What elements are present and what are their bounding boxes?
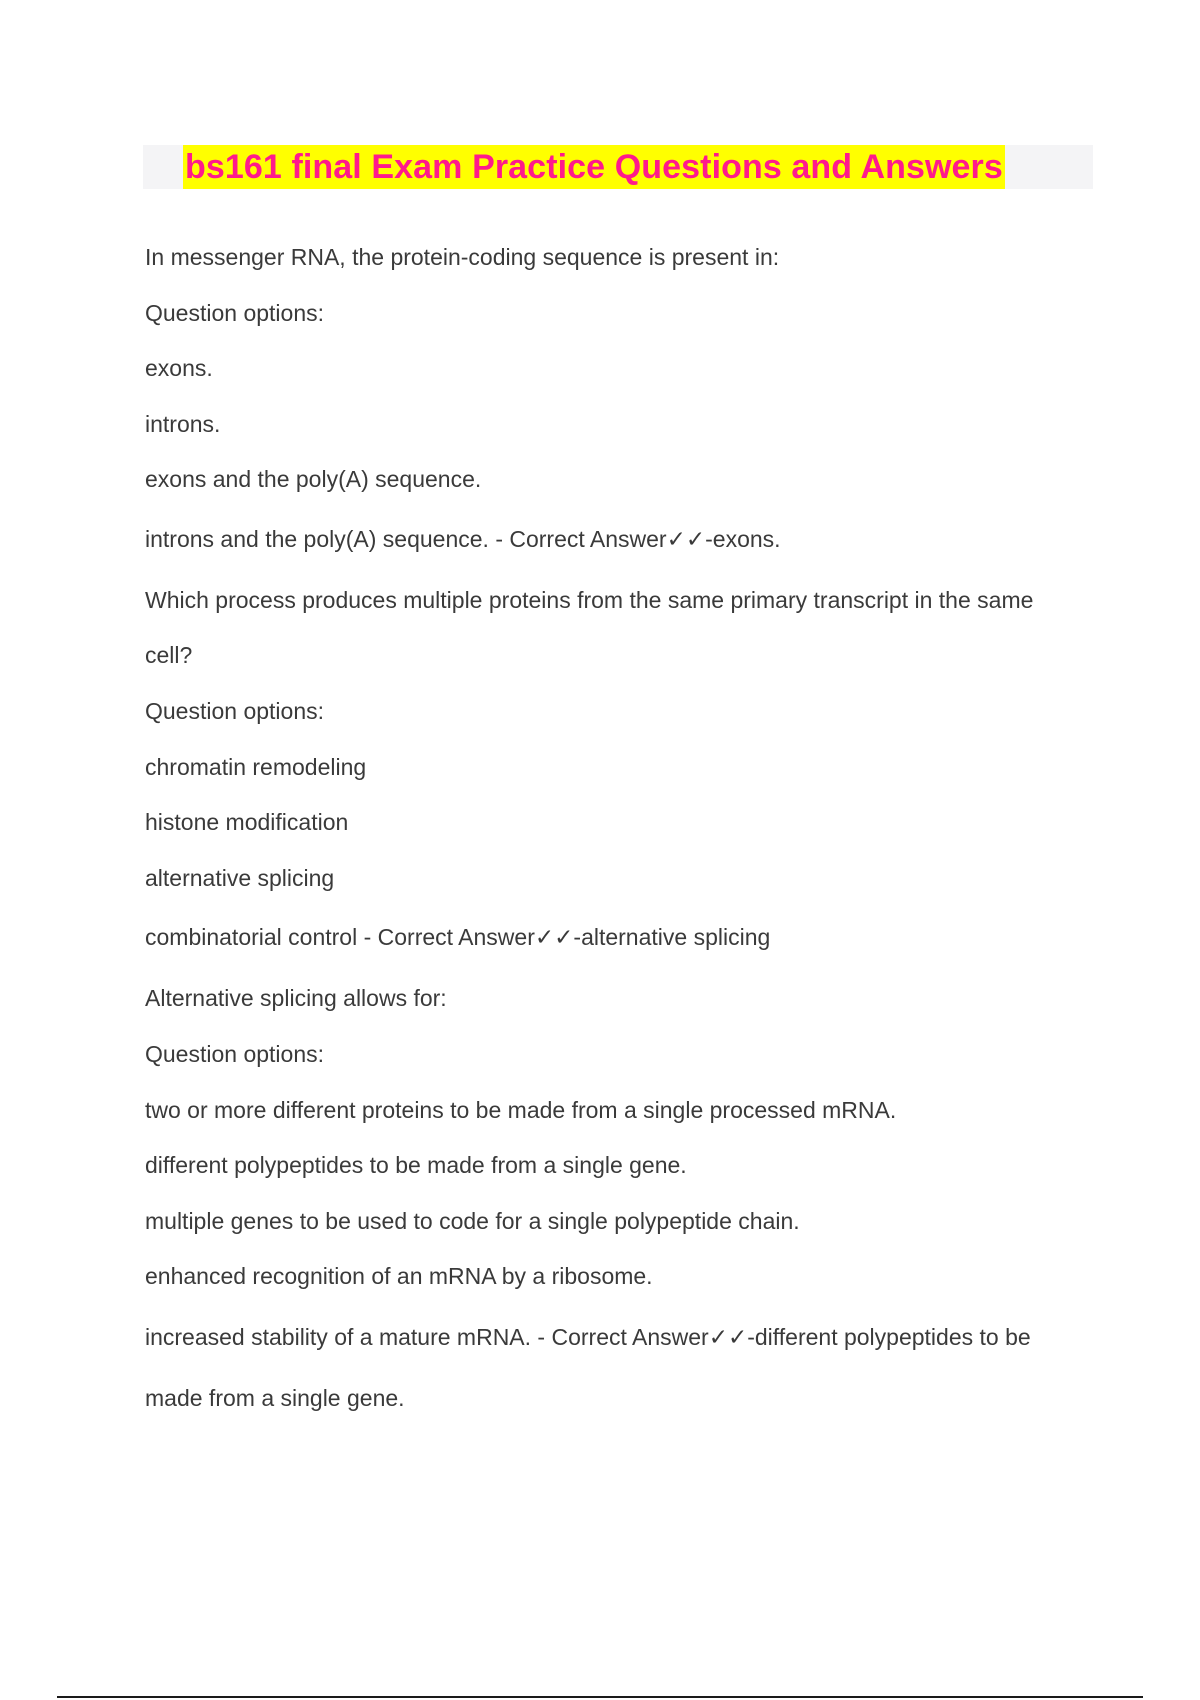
question-text: Which process produces multiple proteins from the same primary transcript in the same [145, 587, 1034, 613]
answer-option-with-correct-answer: combinatorial control - Correct Answer✓✓-alternative splicing [145, 924, 771, 950]
options-label: Question options: [145, 1041, 325, 1067]
answer-option: histone modification [145, 809, 349, 835]
answer-option: enhanced recognition of an mRNA by a ribosome. [145, 1263, 653, 1289]
answer-option: exons. [145, 355, 213, 381]
question-text-continued: cell? [145, 642, 193, 668]
answer-option: chromatin remodeling [145, 754, 367, 780]
answer-option: multiple genes to be used to code for a single polypeptide chain. [145, 1208, 800, 1234]
answer-option: introns. [145, 411, 221, 437]
page-title: bs161 final Exam Practice Questions and Answers [183, 145, 1005, 189]
footer-divider [57, 1696, 1143, 1698]
answer-option: alternative splicing [145, 865, 335, 891]
answer-option: two or more different proteins to be made from a single processed mRNA. [145, 1097, 897, 1123]
answer-option: exons and the poly(A) sequence. [145, 466, 482, 492]
answer-option-with-correct-answer: introns and the poly(A) sequence. - Correct Answer✓✓-exons. [145, 526, 781, 552]
answer-option-with-correct-answer: increased stability of a mature mRNA. - Correct Answer✓✓-different polypeptides to be [145, 1324, 1031, 1350]
correct-answer-continued: made from a single gene. [145, 1385, 405, 1411]
question-text: In messenger RNA, the protein-coding sequence is present in: [145, 244, 780, 270]
options-label: Question options: [145, 300, 325, 326]
answer-option: different polypeptides to be made from a single gene. [145, 1152, 687, 1178]
question-text: Alternative splicing allows for: [145, 985, 447, 1011]
options-label: Question options: [145, 698, 325, 724]
